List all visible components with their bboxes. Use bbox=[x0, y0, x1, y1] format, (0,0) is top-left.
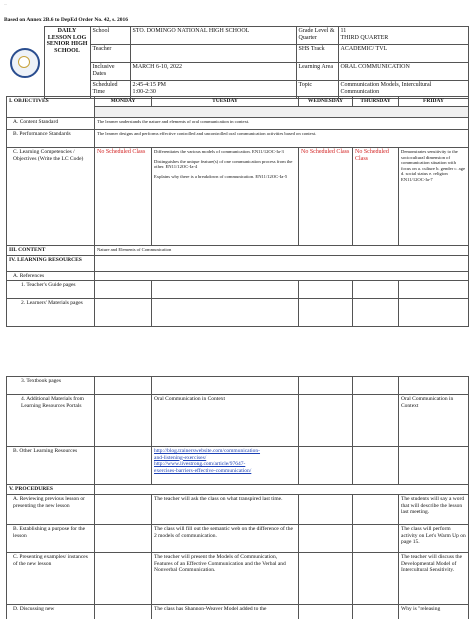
lm-fri bbox=[399, 299, 469, 327]
lm-tue bbox=[152, 299, 299, 327]
resource-link-2[interactable]: http://www.livestrong.com/article/97647- bbox=[154, 461, 246, 468]
rv-wed bbox=[299, 495, 353, 525]
competency-2: Distinguishes the unique feature(s) of one communication process from the other. EN11/12OC-Ia-4 bbox=[154, 158, 293, 170]
or-mon bbox=[95, 447, 152, 485]
teachers-guide-label: 1. Teacher's Guide pages bbox=[7, 281, 95, 299]
textbook-label: 3. Textbook pages bbox=[7, 377, 95, 395]
school-value: STO. DOMINGO NATIONAL HIGH SCHOOL bbox=[130, 27, 296, 45]
tg-mon bbox=[95, 281, 152, 299]
discussing-label: D. Discussing new bbox=[7, 605, 95, 619]
objectives-heading: I. OBJECTIVES bbox=[7, 97, 95, 118]
learners-materials-label: 2. Learners' Materials pages bbox=[7, 299, 95, 327]
tb-mon bbox=[95, 377, 152, 395]
top-mark: ... bbox=[4, 1, 7, 6]
time-label: Scheduled Time bbox=[90, 81, 130, 99]
track-label: SHS Track bbox=[296, 45, 338, 63]
track-value: ACADEMIC/ TVL bbox=[338, 45, 468, 63]
pr-thu bbox=[353, 553, 399, 605]
resource-link-1b[interactable]: and-listening-exercises/ bbox=[154, 454, 207, 461]
dc-mon bbox=[95, 605, 152, 619]
day-thursday: THURSDAY bbox=[353, 97, 399, 107]
day-friday: FRIDAY bbox=[399, 97, 469, 107]
resource-link-2b[interactable]: exercises-barriers-effective-communication/ bbox=[154, 467, 252, 474]
am-thu bbox=[353, 395, 399, 447]
dll-title: DAILY LESSON LOG SENIOR HIGH SCHOOL bbox=[44, 27, 90, 99]
pr-wed bbox=[299, 553, 353, 605]
pr-mon bbox=[95, 553, 152, 605]
or-thu bbox=[353, 447, 399, 485]
grade-number: 11 bbox=[340, 28, 347, 34]
lm-mon bbox=[95, 299, 152, 327]
tb-fri bbox=[399, 377, 469, 395]
quarter-value: THIRD QUARTER bbox=[340, 34, 389, 41]
friday-competencies: Demonstrates sensitivity to the sociocultural dimension of communication situation with focus on a. culture b. gender c. age d. social status e. religion EN11/12OC-Ia-7 bbox=[399, 148, 469, 246]
time-value-2: 1:00-2:30 bbox=[132, 88, 156, 95]
tg-wed bbox=[299, 281, 353, 299]
rv-thu bbox=[353, 495, 399, 525]
pp-thu bbox=[353, 525, 399, 553]
performance-standards-text: The learner designs and performs effective controlled and uncontrolled oral communication activities based on context. bbox=[95, 130, 469, 148]
competencies-label: C. Learning Competencies / Objectives (Write the LC Code) bbox=[7, 148, 95, 246]
content-standard-text: The learner understands the nature and elements of oral communication in context. bbox=[95, 118, 469, 130]
annex-note: Based on Annex 2B.6 to DepEd Order No. 42, s. 2016 bbox=[4, 17, 128, 23]
tg-thu bbox=[353, 281, 399, 299]
am-tue: Oral Communication in Context bbox=[152, 395, 299, 447]
purpose-label: B. Establishing a purpose for the lesson bbox=[7, 525, 95, 553]
references-blank bbox=[95, 271, 469, 281]
grade-label: Grade Level & Quarter bbox=[296, 27, 338, 45]
dc-wed bbox=[299, 605, 353, 619]
procedures-table bbox=[6, 376, 469, 619]
tg-fri bbox=[399, 281, 469, 299]
teacher-value bbox=[130, 45, 296, 63]
rv-mon bbox=[95, 495, 152, 525]
or-fri bbox=[399, 447, 469, 485]
monday-no-class: No Scheduled Class bbox=[95, 148, 152, 246]
competency-3: Explains why there is a breakdown of communication. EN11/12OC-Ia-5 bbox=[154, 173, 288, 179]
pp-tue: The class will fill out the semantic web on the difference of the 2 models of communication. bbox=[152, 525, 299, 553]
dc-fri: Why is "releasing bbox=[399, 605, 469, 619]
am-fri: Oral Communication in Context bbox=[399, 395, 469, 447]
objectives-spacer bbox=[95, 107, 469, 118]
tuesday-competencies bbox=[152, 148, 299, 246]
resource-link-1[interactable]: http://blog.trainerswebsite.com/communication- bbox=[154, 448, 261, 454]
tb-wed bbox=[299, 377, 353, 395]
tg-tue bbox=[152, 281, 299, 299]
or-wed bbox=[299, 447, 353, 485]
rv-fri: The students will say a word that will describe the lesson last meeting. bbox=[399, 495, 469, 525]
pr-fri: The teacher will discuss the Developmental Model of Intercultural Sensitivity. bbox=[399, 553, 469, 605]
area-label: Learning Area bbox=[296, 63, 338, 81]
lm-thu bbox=[353, 299, 399, 327]
area-value: ORAL COMMUNICATION bbox=[338, 63, 468, 81]
thursday-no-class: No Scheduled Class bbox=[353, 148, 399, 246]
dates-label: Inclusive Dates bbox=[90, 63, 130, 81]
rv-tue: The teacher will ask the class on what transpired last time. bbox=[152, 495, 299, 525]
presenting-label: C. Presenting examples/ instances of the new lesson bbox=[7, 553, 95, 605]
school-label: School bbox=[90, 27, 130, 45]
time-value-1: 2:45-4:15 PM bbox=[132, 82, 167, 88]
tb-thu bbox=[353, 377, 399, 395]
wednesday-no-class: No Scheduled Class bbox=[299, 148, 353, 246]
pp-fri: The class will perform activity on Let's Warm Up on page 15. bbox=[399, 525, 469, 553]
performance-standards-label: B. Performance Standards bbox=[7, 130, 95, 148]
or-tue bbox=[152, 447, 299, 485]
pr-tue: The teacher will present the Models of Communication, Features of an Effective Communication and the Verbal and Nonverbal Communication. bbox=[152, 553, 299, 605]
dc-thu bbox=[353, 605, 399, 619]
references-label: A. References bbox=[7, 271, 95, 281]
procedures-heading-blank bbox=[95, 485, 469, 495]
day-monday: MONDAY bbox=[95, 97, 152, 107]
content-standard-label: A. Content Standard bbox=[7, 118, 95, 130]
dc-tue: The class has Shannon-Weaver Model added to the bbox=[152, 605, 299, 619]
pp-mon bbox=[95, 525, 152, 553]
procedures-heading: V. PROCEDURES bbox=[7, 485, 95, 495]
lm-wed bbox=[299, 299, 353, 327]
header-table bbox=[6, 26, 469, 99]
pp-wed bbox=[299, 525, 353, 553]
tb-tue bbox=[152, 377, 299, 395]
topic-label: Topic bbox=[296, 81, 338, 99]
content-text: Nature and Elements of Communication bbox=[95, 246, 469, 256]
other-resources-label: B. Other Learning Resources bbox=[7, 447, 95, 485]
resources-heading-blank bbox=[95, 255, 469, 271]
day-wednesday: WEDNESDAY bbox=[299, 97, 353, 107]
objectives-table bbox=[6, 96, 469, 327]
am-wed bbox=[299, 395, 353, 447]
reviewing-label: A. Reviewing previous lesson or presenting the new lesson bbox=[7, 495, 95, 525]
additional-materials-label: 4. Additional Materials from Learning Resources Portals bbox=[7, 395, 95, 447]
topic-value: Communication Models, Intercultural Communication bbox=[338, 81, 468, 99]
dates-value: MARCH 6-10, 2022 bbox=[130, 63, 296, 81]
teacher-label: Teacher bbox=[90, 45, 130, 63]
resources-heading: IV. LEARNING RESOURCES bbox=[7, 255, 95, 271]
deped-seal-icon bbox=[10, 48, 40, 78]
deped-seal bbox=[6, 27, 44, 99]
content-heading: III. CONTENT bbox=[7, 246, 95, 256]
competency-1: Differentiates the various models of communication. EN11/12OC-Ia-3 bbox=[154, 149, 284, 154]
am-mon bbox=[95, 395, 152, 447]
day-tuesday: TUESDAY bbox=[152, 97, 299, 107]
grade-value bbox=[338, 27, 468, 45]
